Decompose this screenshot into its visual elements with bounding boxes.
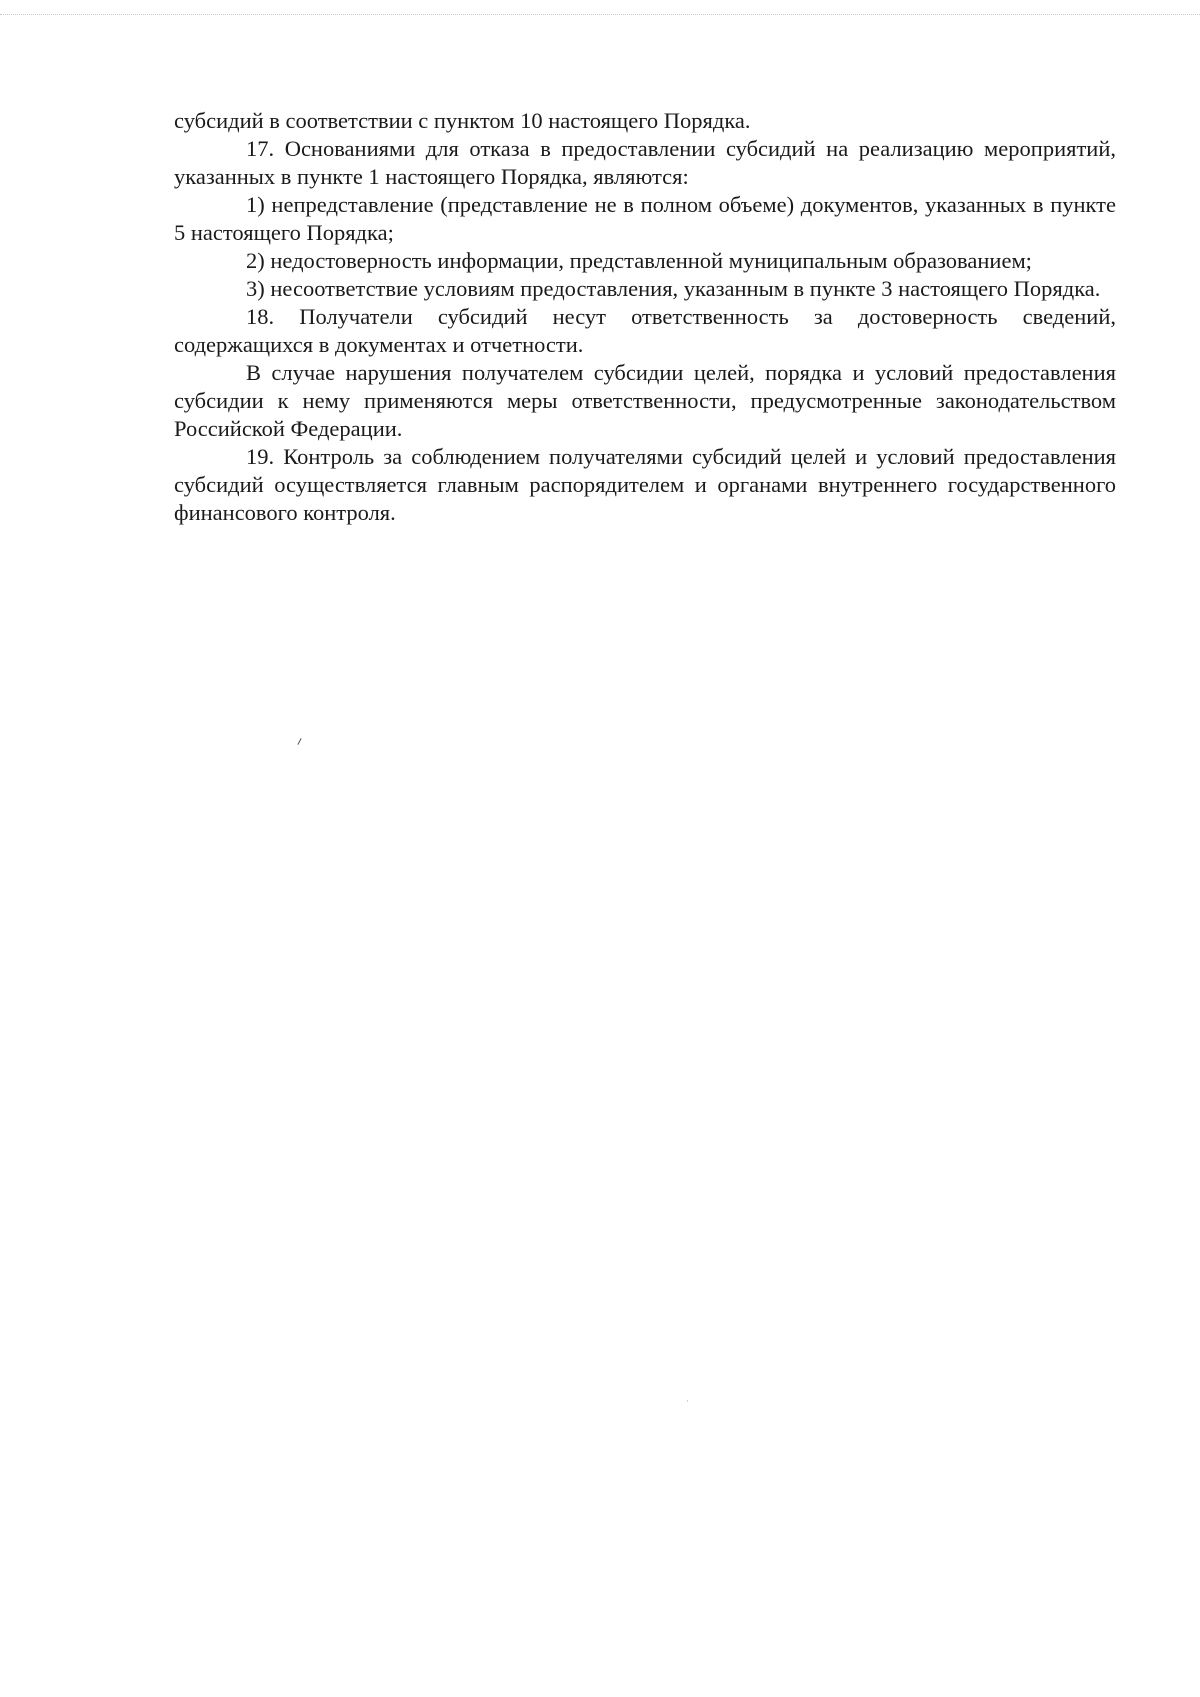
stray-scan-dot (687, 1400, 688, 1402)
paragraph-subitem-1: 1) непредставление (представление не в полном объеме) документов, указанных в пункте 5 настоящего Порядка; (174, 192, 1116, 245)
paragraph-violation-case: В случае нарушения получателем субсидии целей, порядка и условий предоставления субсидии к нему применяются меры ответственности, предусмотренные законодательством Российской Федерации. (174, 360, 1116, 441)
paragraph-continuation: субсидий в соответствии с пунктом 10 настоящего Порядка. (174, 108, 751, 133)
paragraph-item-19: 19. Контроль за соблюдением получателями субсидий целей и условий предоставления субсидий осуществляется главным распорядителем и органами внутреннего государственного финансового контроля. (174, 444, 1116, 525)
paragraph-subitem-2: 2) недостоверность информации, представленной муниципальным образованием; (246, 248, 1032, 273)
paragraph-item-18: 18. Получатели субсидий несут ответственность за достоверность сведений, содержащихся в документах и отчетности. (174, 304, 1116, 357)
scan-edge-line (0, 14, 1200, 15)
document-body (174, 107, 1116, 527)
stray-ink-mark (297, 738, 301, 745)
paragraph-item-17: 17. Основаниями для отказа в предоставлении субсидий на реализацию мероприятий, указанных в пункте 1 настоящего Порядка, являются: (174, 136, 1116, 189)
paragraph-subitem-3: 3) несоответствие условиям предоставления, указанным в пункте 3 настоящего Порядка. (246, 276, 1101, 301)
